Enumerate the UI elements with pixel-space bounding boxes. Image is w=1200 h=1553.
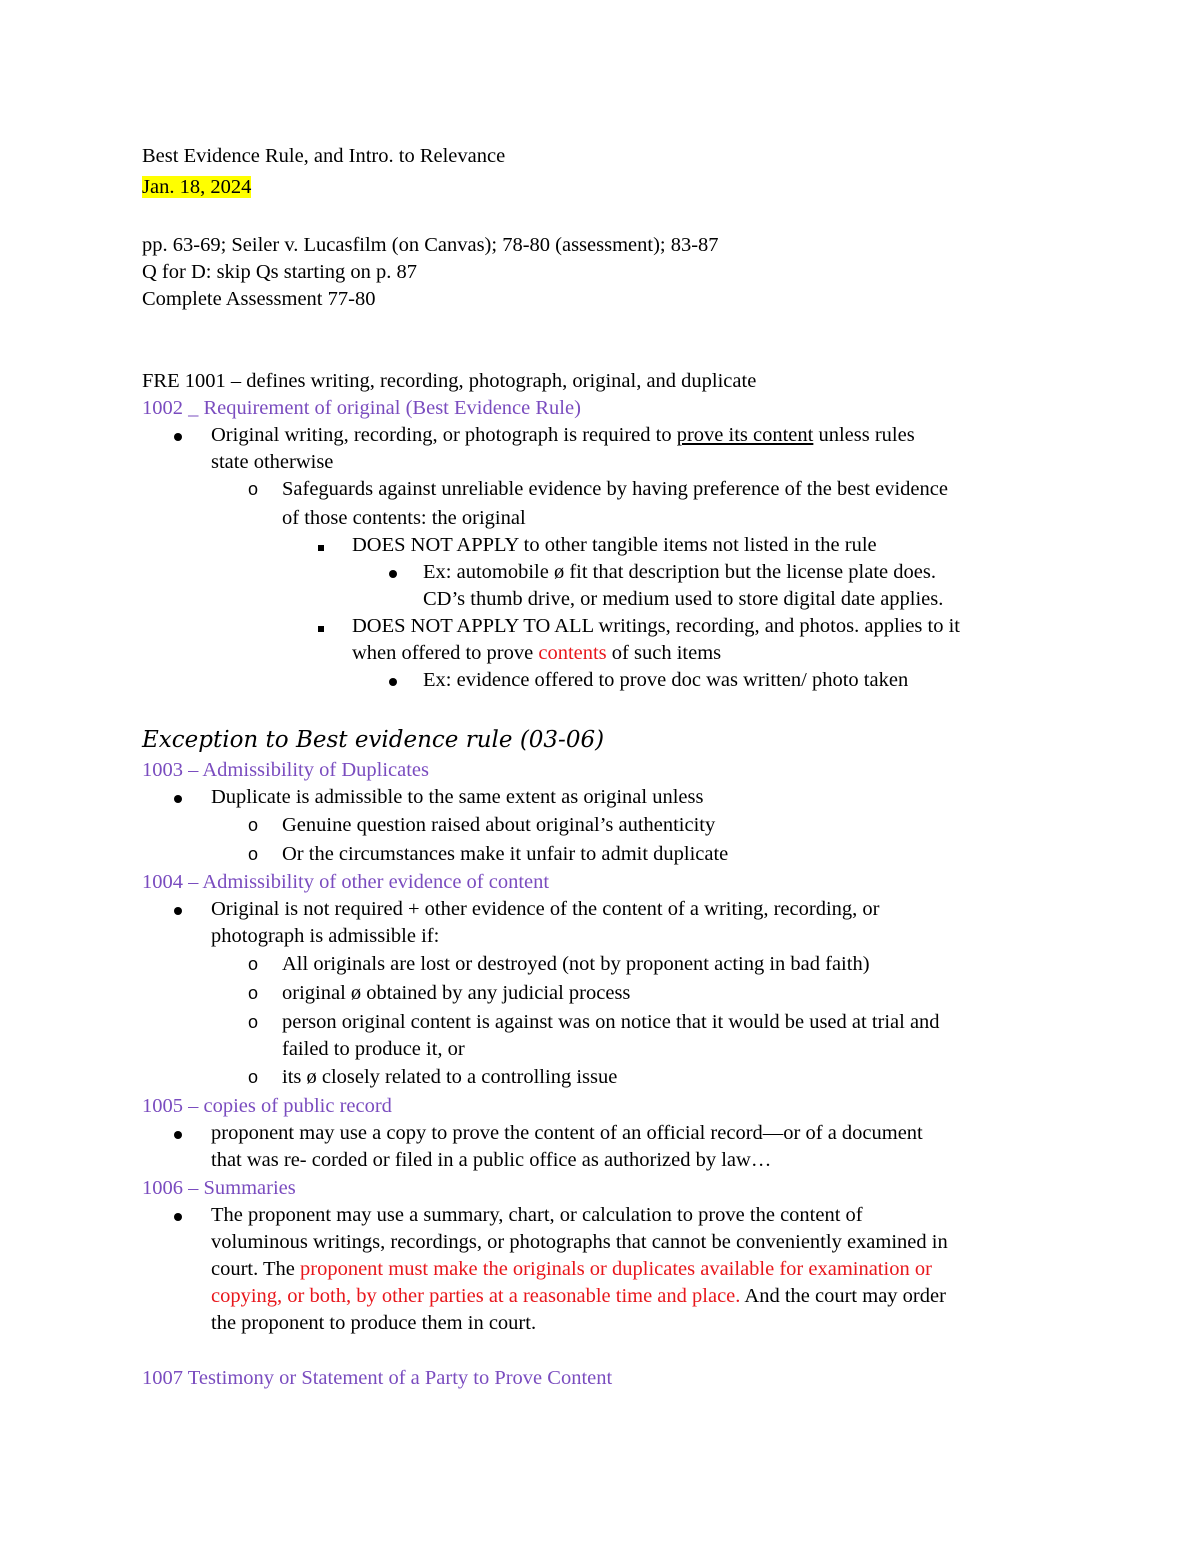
rule-1003-sub-1: Genuine question raised about original’s authenticity	[282, 814, 716, 836]
exceptions-heading: Exception to Best evidence rule (03-06)	[142, 727, 605, 753]
rule-1006-line-5: the proponent to produce them in court.	[211, 1312, 537, 1334]
bullet-icon	[174, 896, 182, 923]
rule-1002-not-apply-2: DOES NOT APPLY TO ALL writings, recording, and photos. applies to it	[352, 615, 960, 637]
rule-1003-heading: 1003 – Admissibility of Duplicates	[142, 759, 429, 781]
circle-bullet-icon: o	[248, 1012, 259, 1032]
rule-1002-example-1: Ex: automobile ø fit that description but the license plate does.	[423, 561, 936, 583]
fre-1001: FRE 1001 – defines writing, recording, photograph, original, and duplicate	[142, 370, 757, 392]
rule-1004-sub-1: All originals are lost or destroyed (not by proponent acting in bad faith)	[282, 953, 870, 975]
rule-1005-heading: 1005 – copies of public record	[142, 1095, 392, 1117]
q-for-d: Q for D: skip Qs starting on p. 87	[142, 261, 418, 283]
square-bullet-icon	[318, 613, 324, 640]
rule-1004-sub-3: person original content is against was on notice that it would be used at trial and	[282, 1011, 940, 1033]
bullet-icon	[174, 422, 182, 449]
rule-1006-line-1: The proponent may use a summary, chart, or calculation to prove the content of	[211, 1204, 863, 1226]
circle-bullet-icon: o	[248, 983, 259, 1003]
circle-bullet-icon: o	[248, 954, 259, 974]
rule-1003-point: Duplicate is admissible to the same extent as original unless	[211, 786, 704, 808]
reading-assignment: pp. 63-69; Seiler v. Lucasfilm (on Canvas); 78-80 (assessment); 83-87	[142, 234, 719, 256]
rule-1002-not-apply-1: DOES NOT APPLY to other tangible items not listed in the rule	[352, 534, 877, 556]
rule-1002-point: Original writing, recording, or photograph is required to prove its content unless rules	[211, 424, 915, 446]
rule-1006-line-2: voluminous writings, recordings, or photographs that cannot be conveniently examined in	[211, 1231, 948, 1253]
rule-1006-line-4: copying, or both, by other parties at a reasonable time and place. And the court may order	[211, 1285, 946, 1307]
rule-1004-point: Original is not required + other evidence of the content of a writing, recording, or	[211, 898, 880, 920]
rule-1004-heading: 1004 – Admissibility of other evidence of content	[142, 871, 550, 893]
rule-1004-point-cont: photograph is admissible if:	[211, 925, 440, 947]
rule-1002-example-2: Ex: evidence offered to prove doc was written/ photo taken	[423, 669, 909, 691]
rule-1002-point-cont: state otherwise	[211, 451, 334, 473]
rule-1002-safeguard-cont: of those contents: the original	[282, 507, 526, 529]
rule-1006-heading: 1006 – Summaries	[142, 1177, 296, 1199]
rule-1005-point: proponent may use a copy to prove the content of an official record—or of a document	[211, 1122, 923, 1144]
bullet-icon	[389, 667, 397, 694]
doc-title: Best Evidence Rule, and Intro. to Relevance	[142, 145, 506, 167]
rule-1002-heading: 1002 _ Requirement of original (Best Evidence Rule)	[142, 397, 581, 419]
square-bullet-icon	[318, 532, 324, 559]
rule-1005-point-cont: that was re- corded or filed in a public office as authorized by law…	[211, 1149, 772, 1171]
circle-bullet-icon: o	[248, 815, 259, 835]
rule-1002-not-apply-2-cont: when offered to prove contents of such items	[352, 642, 722, 664]
rule-1002-example-1-cont: CD’s thumb drive, or medium used to store digital date applies.	[423, 588, 944, 610]
assessment-note: Complete Assessment 77-80	[142, 288, 376, 310]
bullet-icon	[389, 559, 397, 586]
bullet-icon	[174, 1120, 182, 1147]
rule-1007-heading: 1007 Testimony or Statement of a Party to Prove Content	[142, 1367, 613, 1389]
rule-1002-safeguard: Safeguards against unreliable evidence by having preference of the best evidence	[282, 478, 948, 500]
circle-bullet-icon: o	[248, 479, 259, 499]
rule-1003-sub-2: Or the circumstances make it unfair to admit duplicate	[282, 843, 729, 865]
circle-bullet-icon: o	[248, 844, 259, 864]
rule-1004-sub-2: original ø obtained by any judicial process	[282, 982, 631, 1004]
bullet-icon	[174, 1202, 182, 1229]
circle-bullet-icon: o	[248, 1067, 259, 1087]
rule-1006-line-3: court. The proponent must make the originals or duplicates available for examination or	[211, 1258, 932, 1280]
bullet-icon	[174, 784, 182, 811]
date-highlight: Jan. 18, 2024	[142, 176, 252, 198]
rule-1004-sub-3-cont: failed to produce it, or	[282, 1038, 465, 1060]
rule-1004-sub-4: its ø closely related to a controlling issue	[282, 1066, 618, 1088]
